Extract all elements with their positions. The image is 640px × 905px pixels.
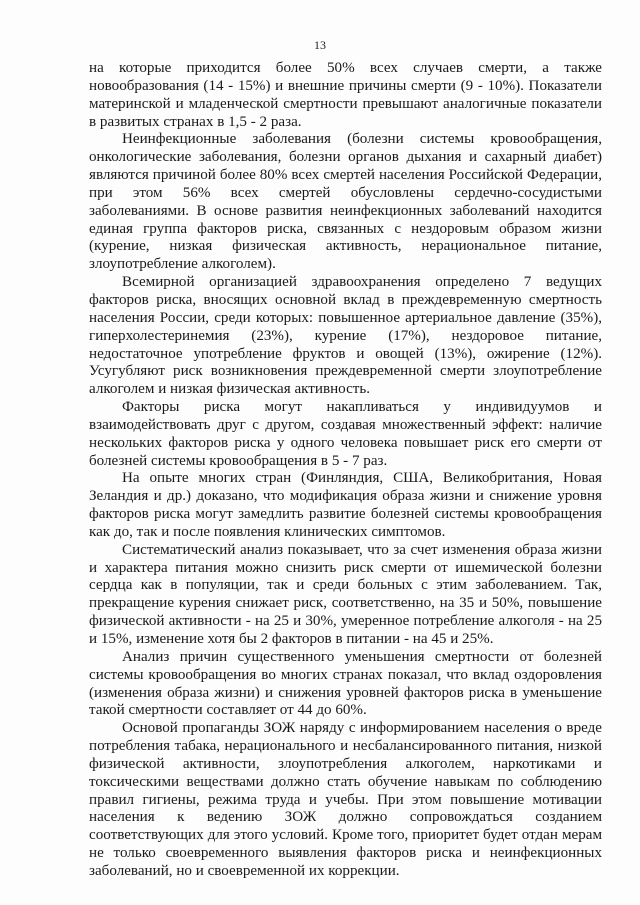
paragraph-who-risk-factors: Всемирной организацией здравоохранения определено 7 ведущих факторов риска, вносящих основной вклад в преждевременную смертность населения России, среди которых: повышенное артериальное давление (35%), гиперхолестеринемия (23%), курение (17%), нездоровое питание, недостаточное употребление фруктов и овощей (13%), ожирение (12%). Усугубляют риск возникновения преждевременной смерти злоупотребление алкоголем и низкая физическая активность. [89, 274, 602, 398]
paragraph-risk-accumulation: Факторы риска могут накапливаться у индивидуумов и взаимодействовать друг с другом, создавая множественный эффект: наличие нескольких факторов риска у одного человека повышает риск его смерти от болезней системы кровообращения в 5 - 7 раз. [89, 399, 602, 469]
paragraph-international-experience: На опыте многих стран (Финляндия, США, Великобритания, Новая Зеландия и др.) доказано, что модификация образа жизни и снижение уровня факторов риска могут замедлить развитие болезней системы кровообращения как до, так и после появления клинических симптомов. [89, 470, 602, 540]
paragraph-systematic-analysis: Систематический анализ показывает, что за счет изменения образа жизни и характера питания можно снизить риск смерти от ишемической болезни сердца как в популяции, так и среди больных с этим заболеванием. Так, прекращение курения снижает риск, соответственно, на 35 и 50%, повышение физической активности - на 25 и 30%, умеренное потребление алкоголя - на 25 и 15%, изменение хотя бы 2 факторов в питании - на 45 и 25%. [89, 541, 602, 647]
paragraph-noncommunicable-diseases: Неинфекционные заболевания (болезни системы кровообращения, онкологические заболевания, болезни органов дыхания и сахарный диабет) являются причиной более 80% всех смертей населения Российской Федерации, при этом 56% всех смертей обусловлены сердечно-сосудистыми заболеваниями. В основе развития неинфекционных заболеваний находится единая группа факторов риска, связанных с нездоровым образом жизни (курение, низкая физическая активность, нерациональное питание, злоупотребление алкоголем). [89, 131, 602, 273]
page-number: 13 [314, 38, 326, 52]
paragraph-mortality-reduction: Анализ причин существенного уменьшения смертности от болезней системы кровообращения во многих странах показал, что вклад оздоровления (изменения образа жизни) и снижения уровней факторов риска в уменьшение такой смертности составляет от 44 до 60%. [89, 648, 602, 719]
text-body [89, 60, 602, 881]
paragraph-healthy-lifestyle-promotion: Основой пропаганды ЗОЖ наряду с информированием населения о вреде потребления табака, нерационального и несбалансированного питания, низкой физической активности, злоупотребления алкоголем, наркотиками и токсическими веществами должно стать обучение навыкам по соблюдению правил гигиены, режима труда и учебы. При этом повышение мотивации населения к ведению ЗОЖ должно сопровождаться созданием соответствующих для этого условий. Кроме того, приоритет будет отдан мерам не только своевременного выявления факторов риска и неинфекционных заболеваний, но и своевременной их коррекции. [89, 720, 602, 879]
paragraph-mortality-structure: на которые приходится более 50% всех случаев смерти, а также новообразования (14 - 15%) и внешние причины смерти (9 - 10%). Показатели материнской и младенческой смертности превышают аналогичные показатели в развитых странах в 1,5 - 2 раза. [89, 60, 602, 130]
